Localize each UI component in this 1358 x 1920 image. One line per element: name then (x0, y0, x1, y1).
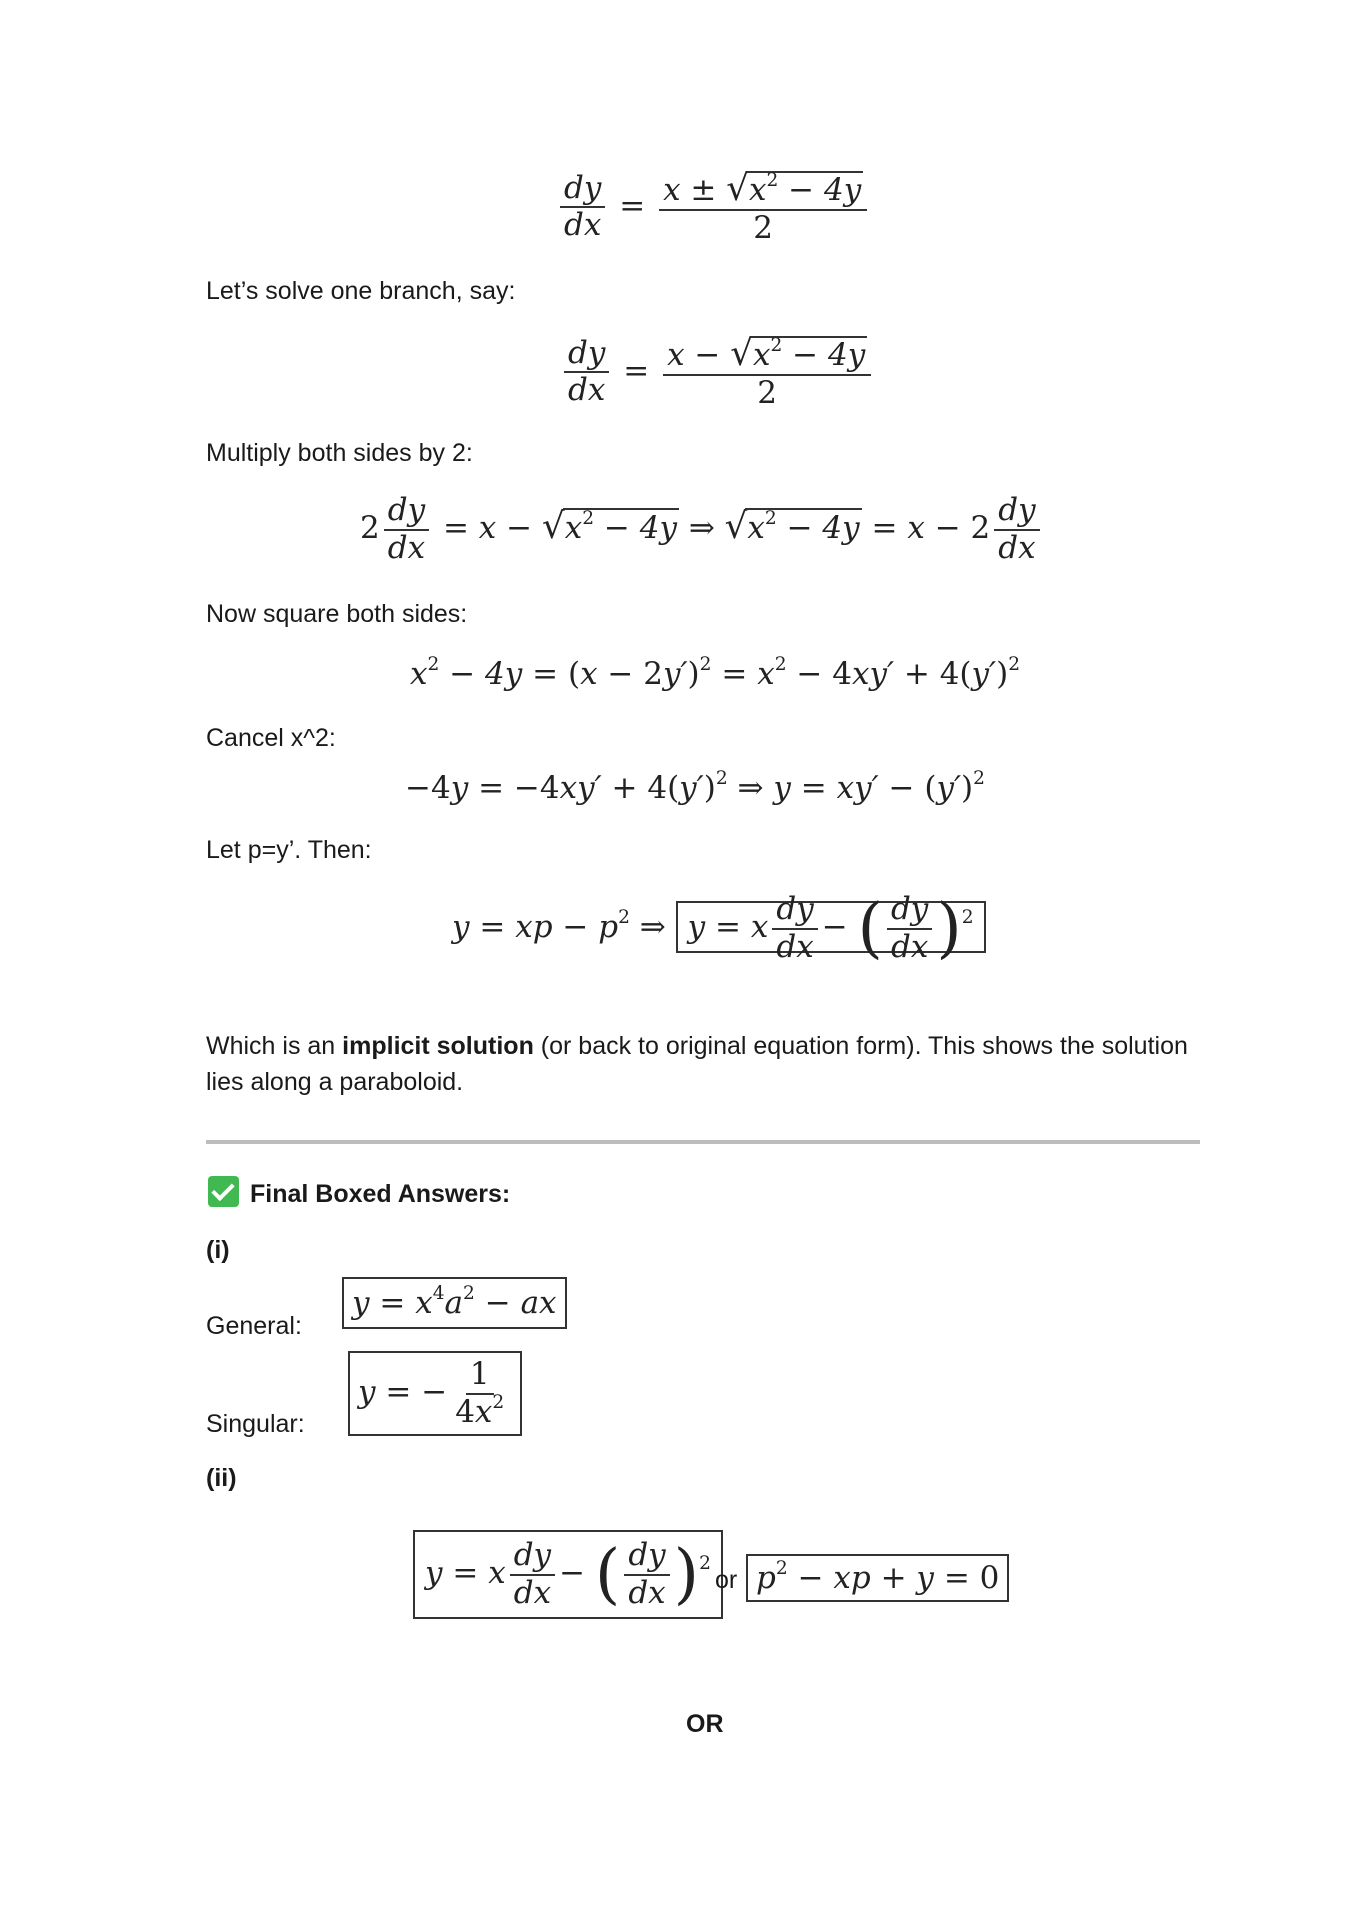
general-solution-box: $y = x^4a^2$ − ax (342, 1277, 567, 1329)
text-square: Now square both sides: (206, 600, 468, 628)
text-multiply: Multiply both sides by 2: (206, 439, 473, 467)
final-answers-heading-text: Final Boxed Answers: (250, 1180, 511, 1208)
text-conclusion-bold: implicit solution (342, 1032, 534, 1060)
or-word: or (715, 1566, 738, 1594)
equation-quadratic-solution: $\frac{dy}{dx}$ = $\frac{x \pm √x^2 - 4y}{2}$ (556, 168, 871, 247)
or-heading: OR (686, 1710, 724, 1738)
equation-clairaut-form: y = xp − $p^2$ ⇒ y = x $\frac{dy}{dx}$ − ( $\frac{dy}{dx}$ )$^2$ (452, 892, 986, 965)
boxed-clairaut-equation: y = x $\frac{dy}{dx}$ − ( $\frac{dy}{dx}$ )$^2$ (676, 901, 986, 953)
final-answers-heading (250, 1176, 510, 1212)
singular-solution-box: y = − $\frac{1}{4x^2}$ (348, 1351, 522, 1436)
part-ii-answer-quadratic: $p^2$ − xp + y = 0 (746, 1554, 1009, 1602)
part-ii-answer-clairaut: y = x $\frac{dy}{dx}$ − ( $\frac{dy}{dx}$ )$^2$ (413, 1530, 723, 1619)
equation-square-both-sides: $x^2 - 4y = (x - 2y')^2 = x^2 - 4xy' + 4(y')^2$ (410, 654, 1021, 692)
check-mark-button-icon (208, 1176, 239, 1207)
text-let-p: Let p=y’. Then: (206, 836, 372, 864)
general-label: General: (206, 1312, 302, 1340)
horizontal-divider (206, 1140, 1200, 1144)
text-conclusion (206, 1028, 1200, 1100)
equation-cancel-result: $-4y = -4xy' + 4(y')^2$ ⇒ $y = xy' - (y')^2$ (405, 768, 985, 806)
equation-multiply-by-two: 2 $\frac{dy}{dx}$ = $x - √x^2 - 4y$ ⇒ $√x^2 - 4y = x - 2$ $\frac{dy}{dx}$ (360, 493, 1044, 566)
text-conclusion-pre: Which is an (206, 1032, 343, 1060)
equation-one-branch: $\frac{dy}{dx}$ = $\frac{x - √x^2 - 4y}{2}$ (560, 333, 875, 412)
part-i-label: (i) (206, 1236, 230, 1264)
part-ii-label: (ii) (206, 1464, 237, 1492)
text-branch-intro: Let’s solve one branch, say: (206, 277, 516, 305)
singular-label: Singular: (206, 1410, 305, 1438)
text-cancel: Cancel x^2: (206, 724, 336, 752)
text-conclusion-post: (or back to original equation form). This shows the solution lies along a paraboloid. (206, 1032, 1188, 1096)
